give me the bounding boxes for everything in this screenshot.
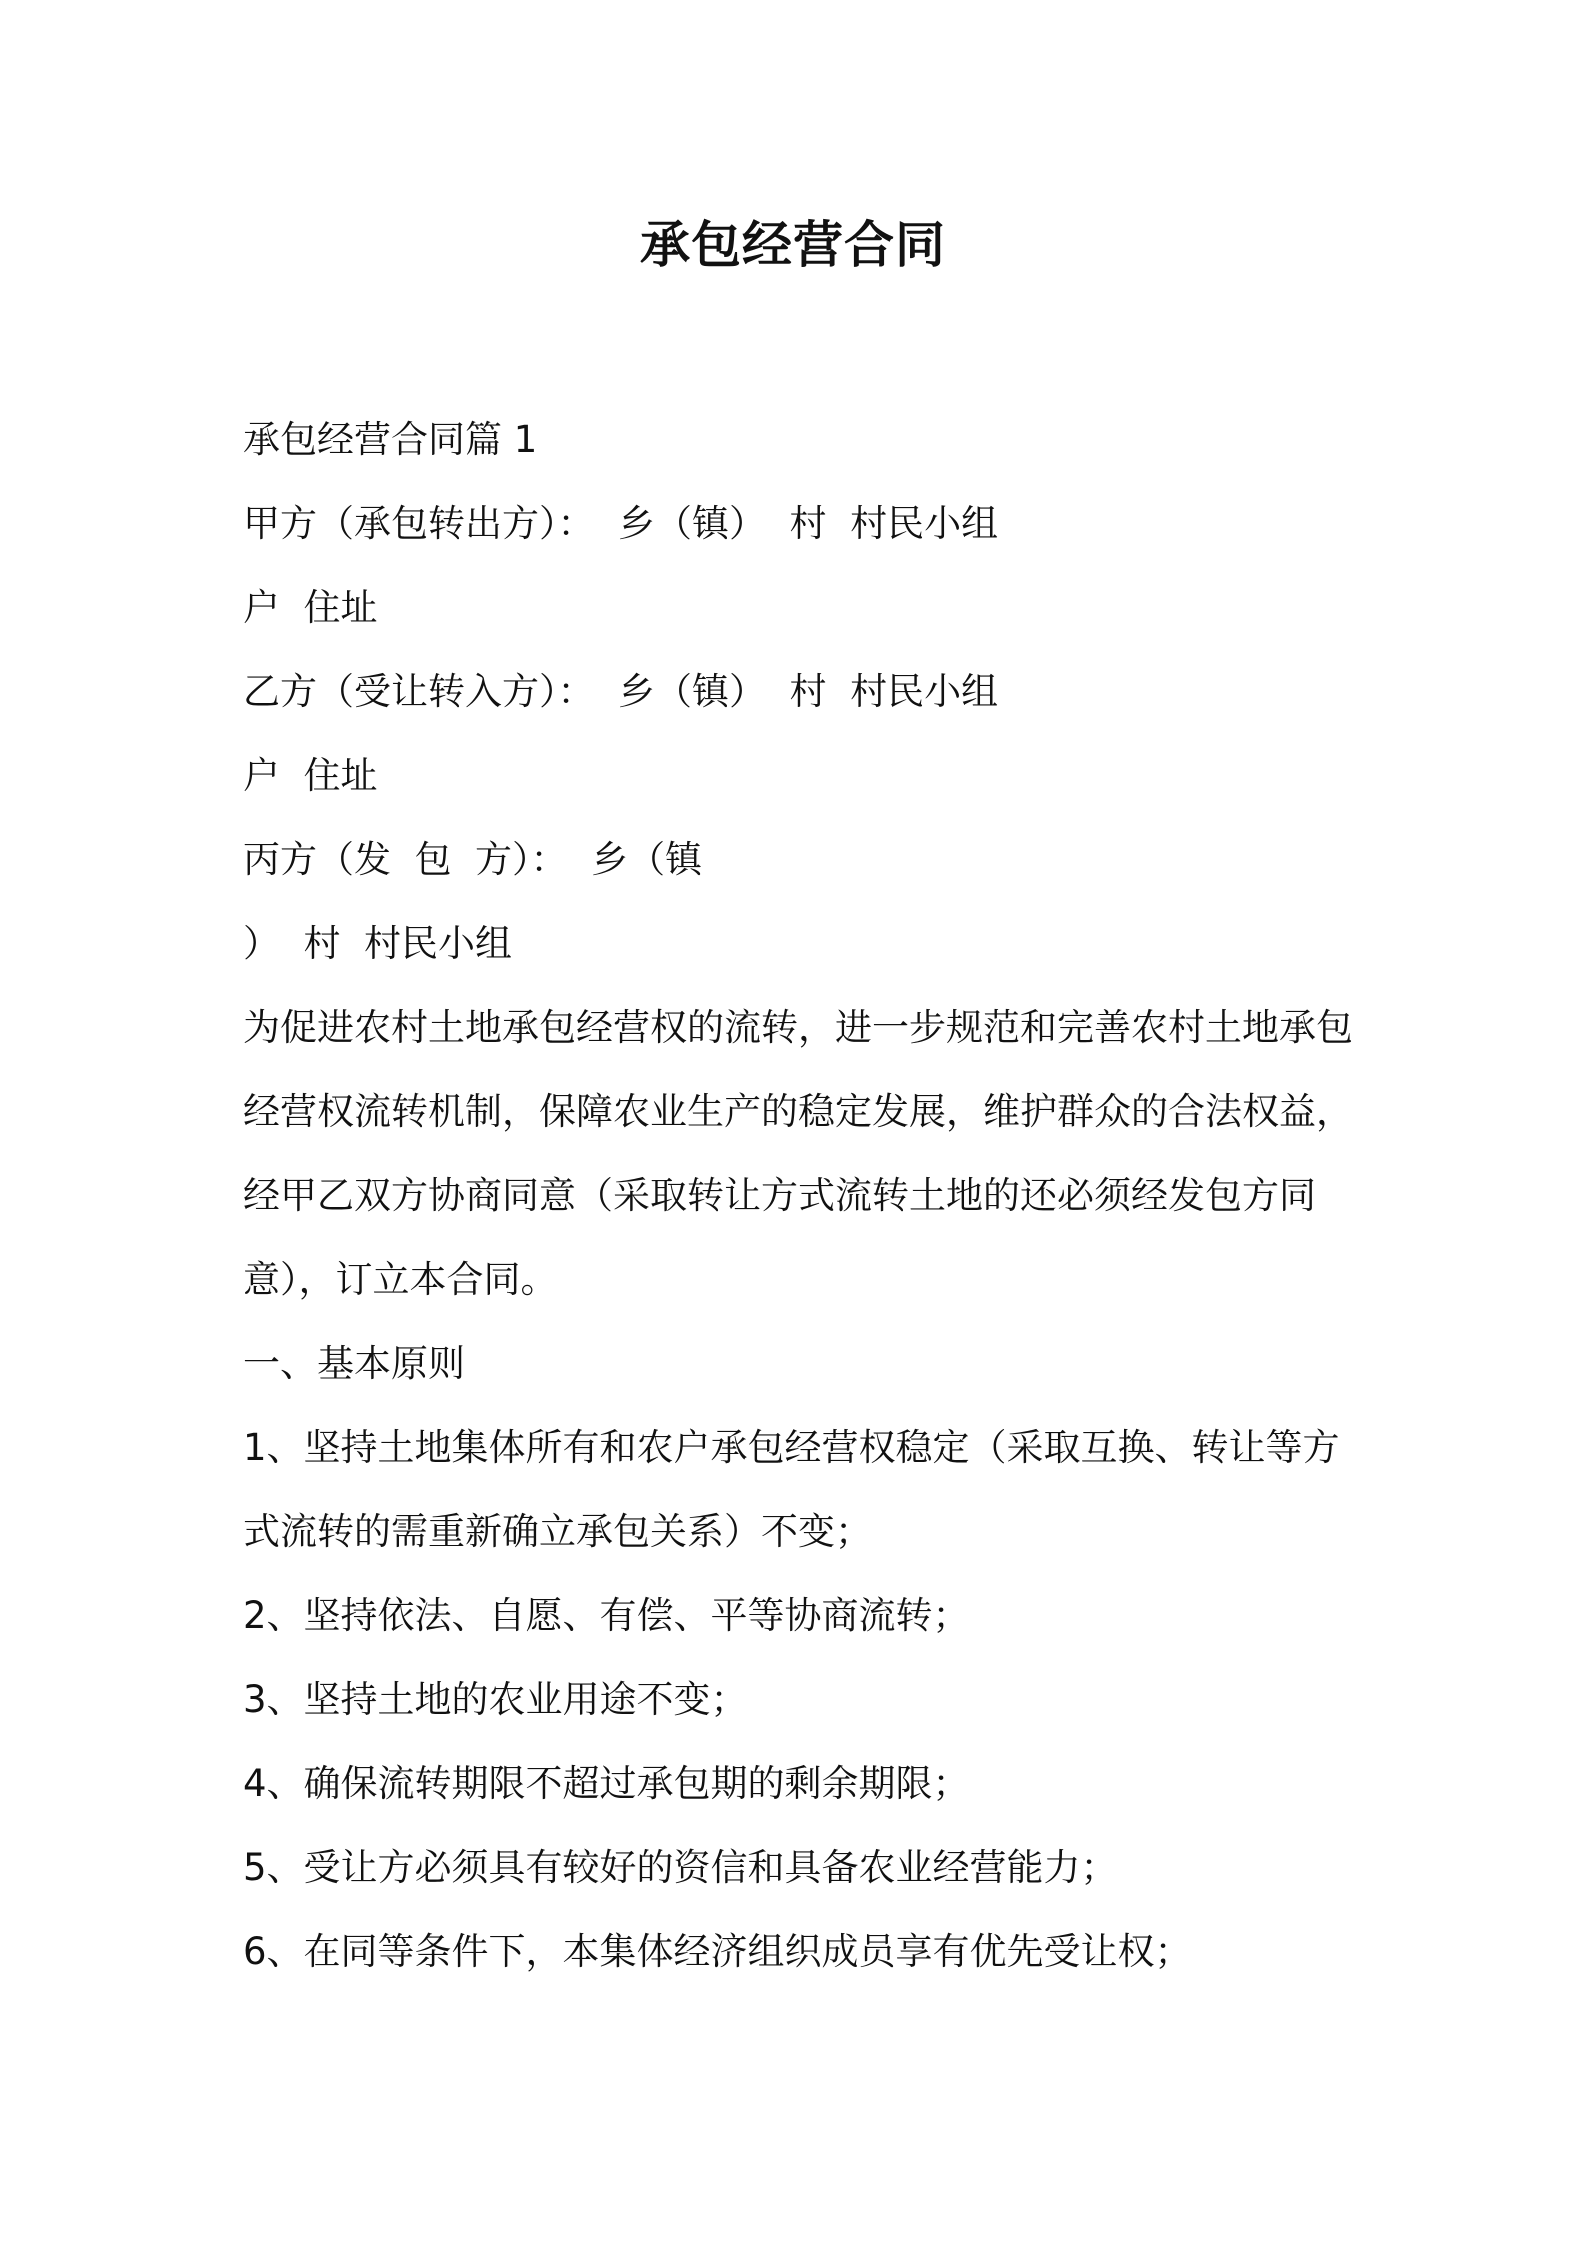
party-a-line: 甲方（承包转出方）： 乡（镇） 村 村民小组 bbox=[243, 502, 999, 545]
principle-item: 2、坚持依法、自愿、有偿、平等协商流转； bbox=[243, 1594, 970, 1637]
principles-heading: 一、基本原则 bbox=[243, 1342, 465, 1385]
party-a-address-line: 户 住址 bbox=[243, 586, 378, 629]
principle-item: 4、确保流转期限不超过承包期的剩余期限； bbox=[243, 1762, 970, 1805]
party-b-address-line: 户 住址 bbox=[243, 754, 378, 797]
preamble-line: 经甲乙双方协商同意（采取转让方式流转土地的还必须经发包方同 bbox=[243, 1174, 1316, 1217]
principle-item: 1、坚持土地集体所有和农户承包经营权稳定（采取互换、转让等方 bbox=[243, 1426, 1340, 1469]
section-heading: 承包经营合同篇 1 bbox=[243, 418, 538, 461]
party-b-line: 乙方（受让转入方）： 乡（镇） 村 村民小组 bbox=[243, 670, 999, 713]
principle-item: 6、在同等条件下，本集体经济组织成员享有优先受让权； bbox=[243, 1930, 1192, 1973]
document-title: 承包经营合同 bbox=[640, 216, 946, 274]
party-c-line: 丙方（发 包 方）： 乡（镇 bbox=[243, 838, 703, 881]
principle-item: 3、坚持土地的农业用途不变； bbox=[243, 1678, 748, 1721]
document-body bbox=[243, 398, 1363, 1994]
principle-item-continued: 式流转的需重新确立承包关系）不变； bbox=[243, 1510, 872, 1553]
preamble-line: 经营权流转机制，保障农业生产的稳定发展，维护群众的合法权益， bbox=[243, 1090, 1353, 1133]
preamble-line: 意），订立本合同。 bbox=[243, 1258, 558, 1301]
principle-item: 5、受让方必须具有较好的资信和具备农业经营能力； bbox=[243, 1846, 1118, 1889]
preamble-line: 为促进农村土地承包经营权的流转，进一步规范和完善农村土地承包 bbox=[243, 1006, 1353, 1049]
party-c-line-continued: ） 村 村民小组 bbox=[243, 922, 513, 965]
